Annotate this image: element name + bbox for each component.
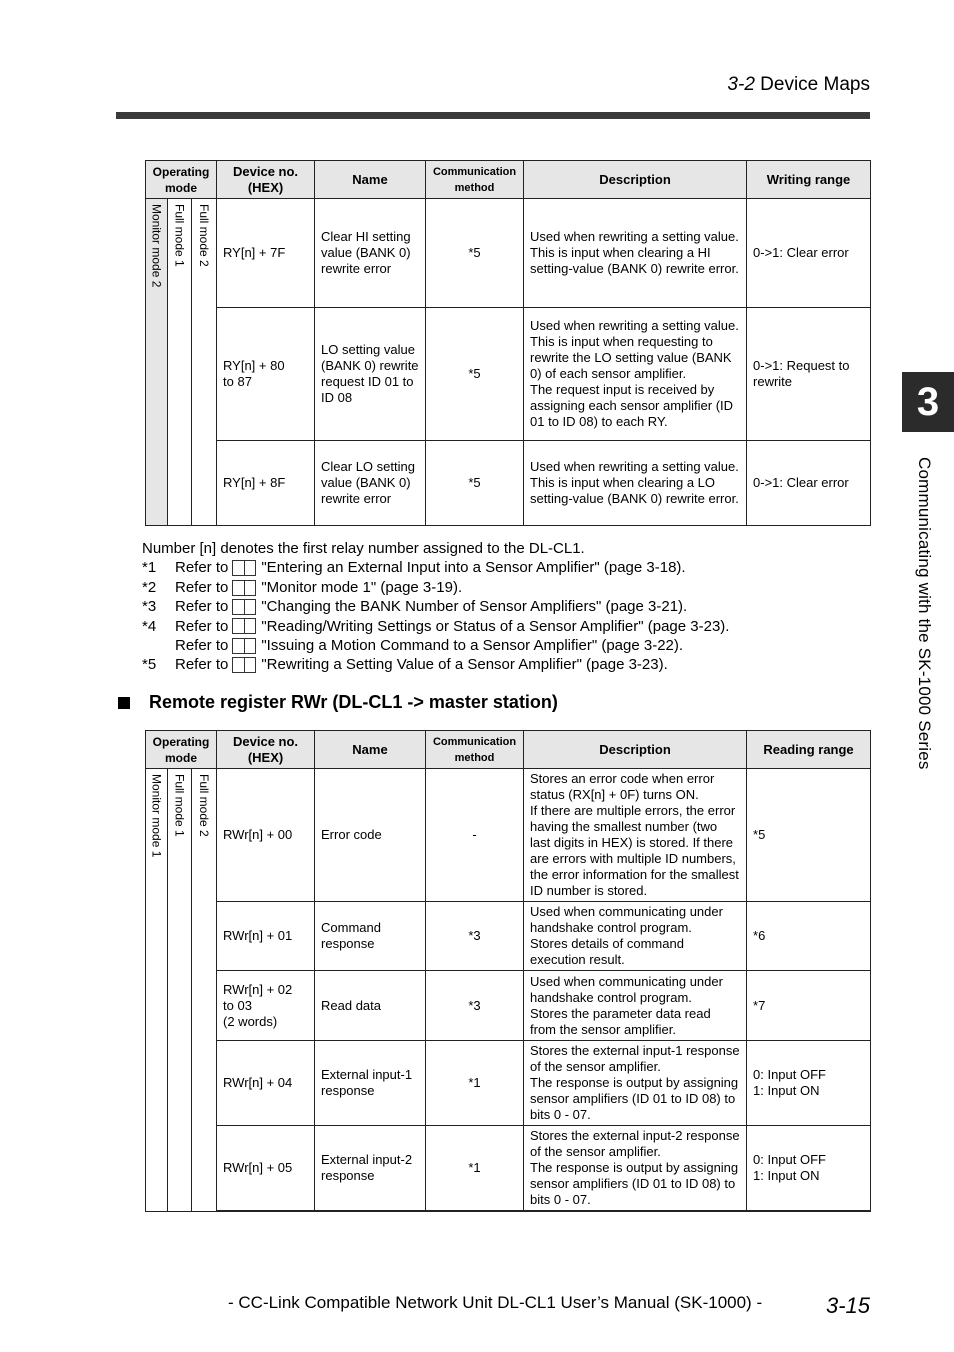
col-communication-method: Communication method: [426, 161, 524, 199]
description: Used when communicating under handshake control program. Stores details of command execution result.: [524, 902, 747, 971]
footnote-key: *3: [142, 598, 157, 616]
description: Used when rewriting a setting value. This is input when clearing a HI setting-value (BANK 0) rewrite error.: [524, 199, 747, 308]
device-no: RY[n] + 80 to 87: [217, 308, 315, 441]
device-no: RY[n] + 7F: [217, 199, 315, 308]
footnote-key: *4: [142, 617, 157, 635]
device-no: RWr[n] + 02 to 03 (2 words): [217, 971, 315, 1041]
col-communication-method: Communication method: [426, 731, 524, 769]
mode-label: Full mode 1: [172, 774, 187, 837]
comm-method: *5: [426, 199, 524, 308]
mode-label: Full mode 1: [172, 204, 187, 267]
comm-method: *1: [426, 1041, 524, 1126]
range: 0->1: Clear error: [747, 199, 871, 308]
table-row: [146, 1041, 871, 1126]
footnote-refer: Refer to: [175, 559, 229, 577]
col-device-no: Device no. (HEX): [217, 731, 315, 769]
book-reference-icon: [232, 599, 256, 615]
remote-output-table: [145, 160, 871, 526]
footnote-line: [142, 578, 729, 597]
col-name: Name: [315, 731, 426, 769]
footnote-line: [142, 636, 729, 655]
book-reference-icon: [232, 638, 256, 654]
comm-method: *3: [426, 902, 524, 971]
footnote-refer: Refer to: [175, 637, 229, 655]
description: Used when rewriting a setting value. This is input when requesting to rewrite the LO setting value (BANK 0) of each sensor amplifier. The request input is received by assigning each sensor amplifier (ID 01 to ID 08) to each RY.: [524, 308, 747, 441]
footnote-refer: Refer to: [175, 656, 229, 674]
item-name: External input-1 response: [315, 1041, 426, 1126]
footnote-intro: Number [n] denotes the first relay number assigned to the DL-CL1.: [142, 540, 585, 557]
item-name: Command response: [315, 902, 426, 971]
remote-register-table: [145, 730, 871, 1212]
item-name: Read data: [315, 971, 426, 1041]
table-row: [146, 902, 871, 971]
footnote-refer: Refer to: [175, 617, 229, 635]
section-title: Device Maps: [760, 74, 870, 95]
section-heading: [118, 692, 558, 713]
book-reference-icon: [232, 580, 256, 596]
footnote-key: *5: [142, 656, 157, 674]
footnote-link[interactable]: "Entering an External Input into a Sensor Amplifier" (page 3-18).: [261, 559, 686, 577]
col-operating-mode: Operating mode: [146, 731, 217, 769]
footnote-link[interactable]: "Monitor mode 1" (page 3-19).: [261, 578, 463, 596]
book-reference-icon: [232, 618, 256, 634]
footnote-key: *1: [142, 559, 157, 577]
table-row: [146, 199, 871, 308]
col-description: Description: [524, 731, 747, 769]
chapter-tab: 3: [902, 372, 954, 432]
item-name: LO setting value (BANK 0) rewrite request ID 01 to ID 08: [315, 308, 426, 441]
book-reference-icon: [232, 657, 256, 673]
col-description: Description: [524, 161, 747, 199]
table-row: [146, 1126, 871, 1212]
footnote-line: [142, 617, 729, 636]
range: *5: [747, 769, 871, 902]
footnote-line: [142, 558, 729, 577]
comm-method: *5: [426, 308, 524, 441]
device-no: RWr[n] + 01: [217, 902, 315, 971]
footnotes: [142, 539, 729, 675]
item-name: Error code: [315, 769, 426, 902]
item-name: External input-2 response: [315, 1126, 426, 1212]
footnote-line: [142, 597, 729, 616]
mode-label: Monitor mode 2: [149, 204, 164, 288]
table-row: [146, 971, 871, 1041]
col-range: Writing range: [747, 161, 871, 199]
comm-method: *3: [426, 971, 524, 1041]
description: Stores an error code when error status (RX[n] + 0F) turns ON. If there are multiple errors, the error having the smallest number (two last digits in HEX) is stored. If there are errors with multiple ID numbers, the error information for the smallest ID number is stored.: [524, 769, 747, 902]
device-no: RWr[n] + 04: [217, 1041, 315, 1126]
col-operating-mode: Operating mode: [146, 161, 217, 199]
page-number: 3-15: [825, 1293, 870, 1318]
mode-cell: [146, 199, 168, 526]
device-no: RWr[n] + 00: [217, 769, 315, 902]
device-no: RY[n] + 8F: [217, 441, 315, 526]
comm-method: *1: [426, 1126, 524, 1212]
table-row: [146, 308, 871, 441]
footnote-refer: Refer to: [175, 578, 229, 596]
range: 0->1: Request to rewrite: [747, 308, 871, 441]
chapter-side-label: Communicating with the SK-1000 Series: [915, 457, 934, 770]
col-name: Name: [315, 161, 426, 199]
footnote-link[interactable]: "Rewriting a Setting Value of a Sensor Amplifier" (page 3-23).: [261, 656, 668, 674]
square-bullet-icon: [118, 697, 130, 709]
device-no: RWr[n] + 05: [217, 1126, 315, 1212]
item-name: Clear HI setting value (BANK 0) rewrite error: [315, 199, 426, 308]
section-heading-text: Remote register RWr (DL-CL1 -> master station): [149, 692, 558, 712]
col-range: Reading range: [747, 731, 871, 769]
description: Used when communicating under handshake control program. Stores the parameter data read from the sensor amplifier.: [524, 971, 747, 1041]
col-device-no: Device no. (HEX): [217, 161, 315, 199]
description: Used when rewriting a setting value. This is input when clearing a LO setting-value (BANK 0) rewrite error.: [524, 441, 747, 526]
mode-cell: [192, 769, 217, 1212]
range: *6: [747, 902, 871, 971]
mode-cell: [168, 769, 192, 1212]
mode-cell: [146, 769, 168, 1212]
description: Stores the external input-2 response of the sensor amplifier. The response is output by assigning sensor amplifiers (ID 01 to ID 08) to bits 0 - 07.: [524, 1126, 747, 1212]
table-header-row: [146, 731, 871, 769]
mode-label: Full mode 2: [197, 774, 211, 837]
footnote-refer: Refer to: [175, 598, 229, 616]
range: 0: Input OFF 1: Input ON: [747, 1126, 871, 1212]
mode-cell: [168, 199, 192, 526]
footnote-key: *2: [142, 578, 157, 596]
comm-method: *5: [426, 441, 524, 526]
footnote-link[interactable]: "Issuing a Motion Command to a Sensor Amplifier" (page 3-22).: [261, 637, 684, 655]
description: Stores the external input-1 response of the sensor amplifier. The response is output by assigning sensor amplifiers (ID 01 to ID 08) to bits 0 - 07.: [524, 1041, 747, 1126]
footnote-line: [142, 655, 729, 674]
table-header-row: [146, 161, 871, 199]
mode-cell: [192, 199, 217, 526]
book-reference-icon: [232, 560, 256, 576]
mode-label: Full mode 2: [197, 204, 211, 267]
section-number: 3-2: [727, 74, 755, 95]
range: 0: Input OFF 1: Input ON: [747, 1041, 871, 1126]
mode-label: Monitor mode 1: [149, 774, 164, 858]
range: *7: [747, 971, 871, 1041]
running-header: [727, 74, 870, 96]
comm-method: -: [426, 769, 524, 902]
table-row: [146, 441, 871, 526]
item-name: Clear LO setting value (BANK 0) rewrite error: [315, 441, 426, 526]
manual-footer: - CC-Link Compatible Network Unit DL-CL1 User’s Manual (SK-1000) -: [228, 1293, 763, 1312]
range: 0->1: Clear error: [747, 441, 871, 526]
footnote-link[interactable]: "Changing the BANK Number of Sensor Amplifiers" (page 3-21).: [261, 598, 688, 616]
footnote-link[interactable]: "Reading/Writing Settings or Status of a Sensor Amplifier" (page 3-23).: [261, 617, 730, 635]
header-rule: [116, 112, 870, 119]
table-row: [146, 769, 871, 902]
